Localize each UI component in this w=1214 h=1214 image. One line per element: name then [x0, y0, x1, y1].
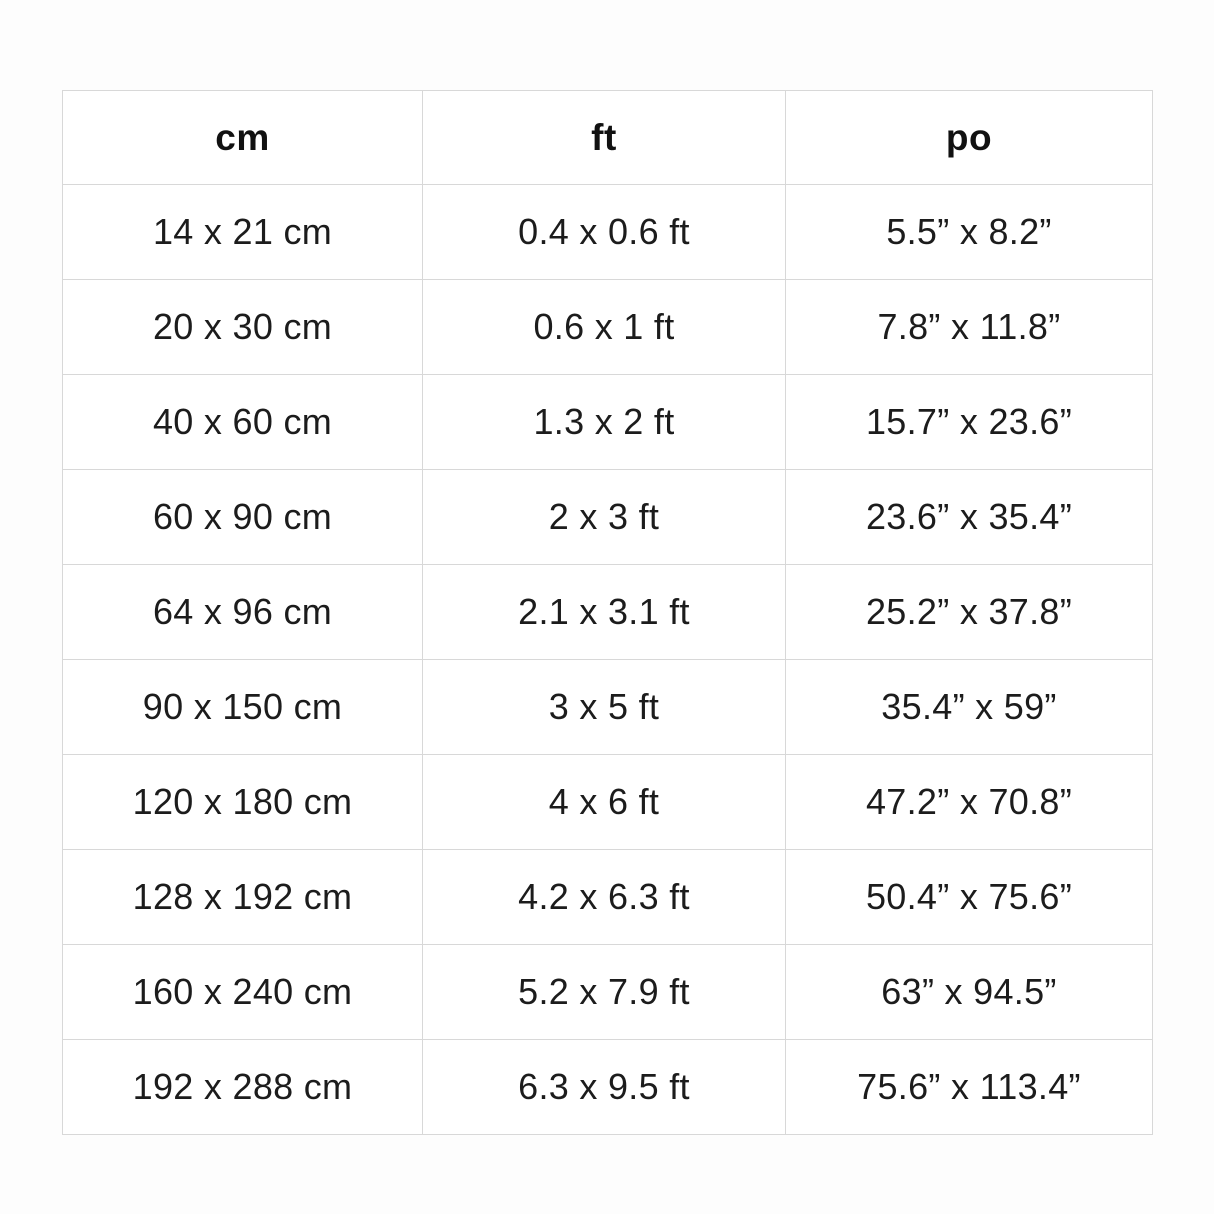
cell-po: 35.4” x 59”: [786, 660, 1153, 755]
table-row: [63, 565, 1153, 660]
column-header-cm: cm: [63, 91, 423, 185]
column-header-ft: ft: [423, 91, 786, 185]
table-row: [63, 185, 1153, 280]
table-row: [63, 1040, 1153, 1135]
cell-po: 23.6” x 35.4”: [786, 470, 1153, 565]
table-header: [63, 91, 1153, 185]
cell-po: 47.2” x 70.8”: [786, 755, 1153, 850]
cell-cm: 64 x 96 cm: [63, 565, 423, 660]
cell-po: 63” x 94.5”: [786, 945, 1153, 1040]
cell-ft: 4 x 6 ft: [423, 755, 786, 850]
table-row: [63, 945, 1153, 1040]
cell-po: 25.2” x 37.8”: [786, 565, 1153, 660]
cell-po: 5.5” x 8.2”: [786, 185, 1153, 280]
cell-ft: 2 x 3 ft: [423, 470, 786, 565]
table-row: [63, 375, 1153, 470]
size-conversion-table: [62, 90, 1153, 1135]
cell-cm: 20 x 30 cm: [63, 280, 423, 375]
cell-po: 15.7” x 23.6”: [786, 375, 1153, 470]
cell-cm: 160 x 240 cm: [63, 945, 423, 1040]
cell-cm: 90 x 150 cm: [63, 660, 423, 755]
cell-cm: 40 x 60 cm: [63, 375, 423, 470]
cell-cm: 192 x 288 cm: [63, 1040, 423, 1135]
cell-ft: 0.6 x 1 ft: [423, 280, 786, 375]
cell-po: 50.4” x 75.6”: [786, 850, 1153, 945]
cell-cm: 128 x 192 cm: [63, 850, 423, 945]
table-row: [63, 660, 1153, 755]
cell-cm: 14 x 21 cm: [63, 185, 423, 280]
column-header-po: po: [786, 91, 1153, 185]
table-row: [63, 755, 1153, 850]
cell-ft: 0.4 x 0.6 ft: [423, 185, 786, 280]
cell-ft: 6.3 x 9.5 ft: [423, 1040, 786, 1135]
cell-cm: 60 x 90 cm: [63, 470, 423, 565]
cell-ft: 5.2 x 7.9 ft: [423, 945, 786, 1040]
cell-po: 7.8” x 11.8”: [786, 280, 1153, 375]
table-body: [63, 185, 1153, 1135]
cell-cm: 120 x 180 cm: [63, 755, 423, 850]
cell-ft: 4.2 x 6.3 ft: [423, 850, 786, 945]
size-conversion-table-wrapper: [62, 90, 1152, 1135]
cell-ft: 2.1 x 3.1 ft: [423, 565, 786, 660]
table-row: [63, 470, 1153, 565]
cell-ft: 3 x 5 ft: [423, 660, 786, 755]
cell-ft: 1.3 x 2 ft: [423, 375, 786, 470]
table-row: [63, 850, 1153, 945]
table-header-row: [63, 91, 1153, 185]
cell-po: 75.6” x 113.4”: [786, 1040, 1153, 1135]
table-row: [63, 280, 1153, 375]
